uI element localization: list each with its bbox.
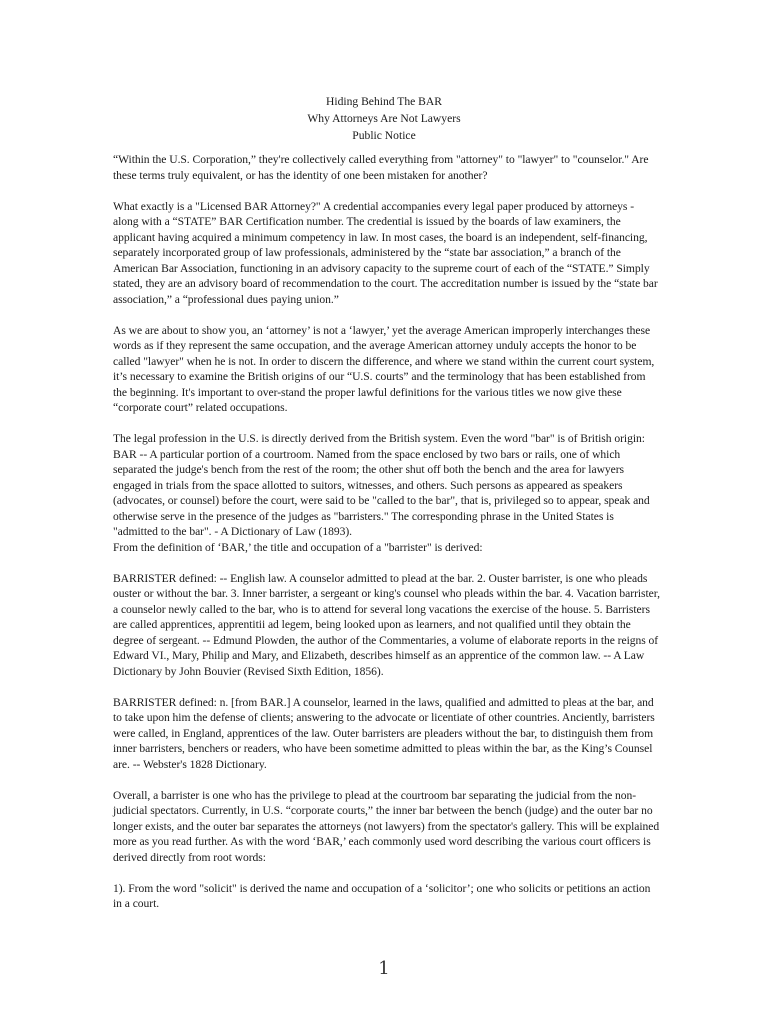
paragraph-solicitor: 1). From the word "solicit" is derived the name and occupation of a ‘solicitor’; one who solicits or petitions an action in a court.	[113, 881, 651, 910]
paragraph-bar-origin: The legal profession in the U.S. is directly derived from the British system. Even the word "bar" is of British origin: BAR -- A particular portion of a courtroom. Named from the space enclosed by two bars or rails, one of which separated the judge's bench from the rest of the room; the other shut off both the bench and the area for lawyers engaged in trials from the space allotted to suitors, witnesses, and others. Such persons as appeared as speakers (advocates, or counsel) before the court, were said to be "called to the bar", that is, privileged so to appear, speak and otherwise serve in the presence of the judges as "barristers." The corresponding phrase in the United States is "admitted to the bar". - A Dictionary of Law (1893).	[113, 432, 650, 538]
document-title: Hiding Behind The BAR	[325, 95, 443, 108]
document-subtitle: Why Attorneys Are Not Lawyers	[307, 112, 461, 125]
paragraph-barrister-bouvier: BARRISTER defined: -- English law. A counselor admitted to plead at the bar. 2. Ouster barrister, is one who pleads ouster or without the bar. 3. Inner barrister, a sergeant or king's counsel who pleads within the bar. 4. Vacation barrister, a counselor newly called to the bar, who is to attend for several long vacations the exercise of the house. 5. Barristers are called apprentices, apprentitii ad legem, being looked upon as learners, and not qualified until they obtain the degree of sergeant. -- Edmund Plowden, the author of the Commentaries, a volume of elaborate reports in the reigns of Edward VI., Mary, Philip and Mary, and Elizabeth, describes himself as an apprentice of the common law. -- A Law Dictionary by John Bouvier (Revised Sixth Edition, 1856).	[113, 571, 660, 678]
document-header	[0, 93, 768, 144]
paragraph-bar-definition-lead: From the definition of ‘BAR,’ the title and occupation of a "barrister" is derived:	[113, 540, 483, 554]
page-number: 1	[378, 958, 390, 979]
paragraph-intro: “Within the U.S. Corporation,” they're collectively called everything from "attorney" to "lawyer" to "counselor." Are these terms truly equivalent, or has the identity of one been mistaken for another?	[113, 153, 649, 182]
document-notice-label: Public Notice	[352, 129, 416, 142]
paragraph-licensed-bar-attorney: What exactly is a "Licensed BAR Attorney?" A credential accompanies every legal paper produced by attorneys - along with a “STATE” BAR Certification number. The credential is issued by the boards of law examiners, the applicant having acquired a minimum competency in law. In most cases, the board is an independent, self-financing, separately incorporated group of law professionals, administered by the “state bar association,” a branch of the American Bar Association, functioning in an advisory capacity to the supreme court of each of the “STATE.” Simply stated, they are an advisory board of recommendation to the court. The accreditation number is issued by the “state bar association,” a “professional dues paying union.”	[113, 199, 658, 306]
document-body	[113, 152, 661, 927]
paragraph-barrister-webster: BARRISTER defined: n. [from BAR.] A counselor, learned in the laws, qualified and admitted to pleas at the bar, and to take upon him the defense of clients; answering to the advocate or licentiate of other countries. Anciently, barristers were called, in England, apprentices of the law. Outer barristers are pleaders without the bar, to distinguish them from inner barristers, benchers or readers, who have been sometime admitted to pleas within the bar, as the King’s Counsel are. -- Webster's 1828 Dictionary.	[113, 695, 655, 771]
paragraph-attorney-vs-lawyer: As we are about to show you, an ‘attorney’ is not a ‘lawyer,’ yet the average American improperly interchanges these words as if they represent the same occupation, and the average American attorney unduly accepts the honor to be called "lawyer" when he is not. In order to discern the difference, and where we stand within the current court system, it’s necessary to examine the British origins of our “U.S. courts” and the terminology that has been established from the beginning. It's important to over-stand the proper lawful definitions for the various titles we now give these “corporate court” related occupations.	[113, 323, 655, 414]
paragraph-barrister-overall: Overall, a barrister is one who has the privilege to plead at the courtroom bar separating the judicial from the non-judicial spectators. Currently, in U.S. “corporate courts,” the inner bar between the bench (judge) and the outer bar no longer exists, and the outer bar separates the attorneys (not lawyers) from the spectator's gallery. This will be explained more as you read further. As with the word ‘BAR,’ each commonly used word describing the various court officers is derived directly from root words:	[113, 788, 660, 864]
